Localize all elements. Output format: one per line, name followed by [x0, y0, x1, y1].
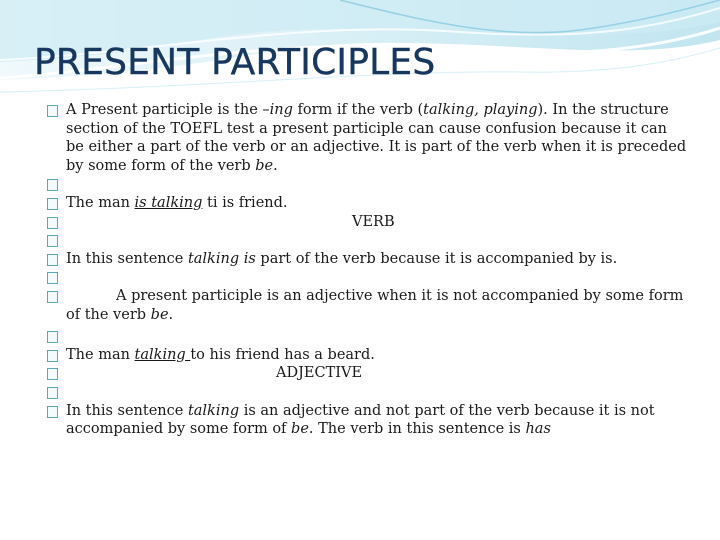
text-run: .: [273, 157, 278, 174]
text-run: In this sentence: [66, 250, 188, 267]
paragraph-adjective-rule: [47, 287, 687, 324]
bullet-icon: [47, 387, 58, 399]
bullet-icon: [47, 254, 58, 266]
verb-label-row: [47, 213, 687, 232]
bullet-icon: [47, 198, 58, 210]
bullet-icon: [47, 406, 58, 418]
text-run-italic: be: [255, 157, 274, 174]
bullet-icon: [47, 105, 58, 117]
text-run: A present participle is an adjective when it is not accompanied by some form of the verb: [66, 287, 684, 323]
bullet-icon: [47, 235, 58, 247]
adjective-label-row: [47, 364, 687, 383]
text-run-italic: –ing: [262, 102, 293, 118]
empty-bullet-row: [47, 231, 687, 250]
slide-title: PRESENT PARTICIPLES: [34, 42, 436, 83]
text-run-italic: talking, playing: [423, 102, 538, 118]
bullet-icon: [47, 217, 58, 229]
example-verb-sentence: [47, 194, 687, 213]
text-run-italic: has: [525, 421, 551, 438]
empty-bullet-row: [47, 175, 687, 194]
text-run: form if the verb (: [292, 102, 424, 118]
text-run: is an adjective and not part of the verb because it is not accompanied by some form of: [66, 402, 655, 438]
adjective-label: ADJECTIVE: [276, 365, 363, 382]
bullet-icon: [47, 291, 58, 303]
verb-label: VERB: [352, 213, 395, 230]
empty-bullet-row: [47, 327, 687, 346]
text-run: ). In the structure section of the TOEFL test a present participle can cause confusion because it can be either a part of the verb or an adjective. It is part of the verb when it is preceded by some form of the verb: [66, 102, 687, 174]
underlined-participle: is talking: [134, 194, 203, 211]
text-run: The man: [66, 346, 135, 363]
underlined-participle: talking: [134, 346, 191, 363]
text-run-italic: be: [291, 421, 309, 438]
paragraph-definition: [47, 101, 687, 175]
text-run: The man: [66, 194, 135, 211]
text-run: to his friend has a beard.: [190, 346, 375, 363]
text-run: In this sentence: [66, 402, 188, 419]
example-adjective-sentence: [47, 346, 687, 365]
empty-bullet-row: [47, 383, 687, 402]
bullet-icon: [47, 331, 58, 343]
paragraph-verb-explanation: [47, 250, 687, 269]
paragraph-adjective-explanation: [47, 402, 687, 439]
text-run: part of the verb because it is accompanied by is.: [255, 250, 618, 267]
bullet-icon: [47, 272, 58, 284]
text-run-italic: be: [150, 306, 169, 323]
text-run: ti is friend.: [202, 194, 288, 211]
text-run: .: [168, 306, 174, 323]
slide-body: [47, 101, 687, 439]
bullet-icon: [47, 179, 58, 191]
text-run: . The verb in this sentence is: [308, 421, 526, 438]
text-run-italic: talking is: [187, 250, 256, 267]
bullet-icon: [47, 368, 58, 380]
bullet-icon: [47, 350, 58, 362]
text-run-italic: talking: [187, 402, 240, 419]
empty-bullet-row: [47, 268, 687, 287]
text-run: A Present participle is the: [66, 102, 263, 118]
